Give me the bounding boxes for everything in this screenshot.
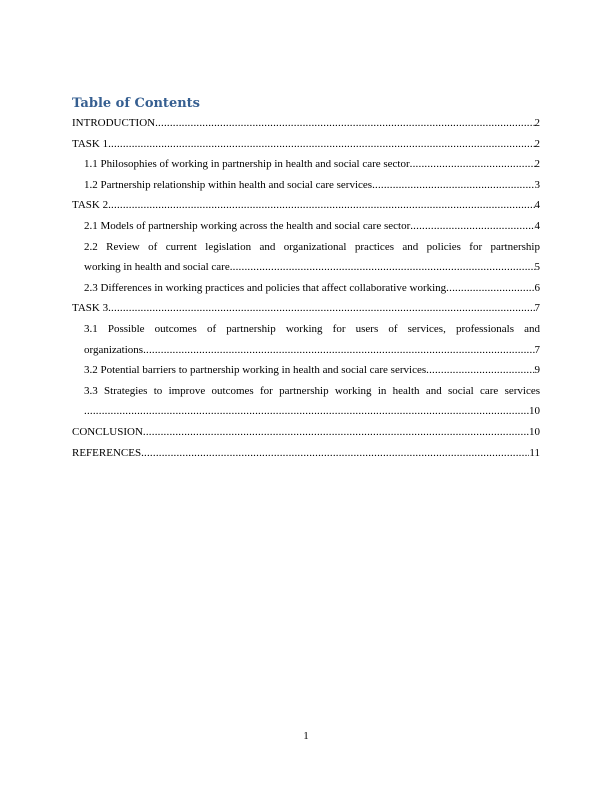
toc-leader-dots: [143, 340, 534, 361]
toc-leader-dots: [108, 195, 534, 216]
table-of-contents: [72, 113, 540, 463]
toc-entry-title-line2: working in health and social care: [84, 261, 230, 274]
toc-entry-3-1[interactable]: [84, 319, 540, 360]
toc-leader-dots: [108, 134, 534, 155]
toc-entry-2-1[interactable]: [84, 216, 540, 237]
toc-entry-title: TASK 1: [72, 137, 109, 150]
toc-entry-page: 5: [534, 261, 540, 274]
toc-entry-page: 2: [534, 137, 540, 150]
toc-entry-page: 2: [534, 117, 540, 129]
toc-entry-page: 10: [529, 405, 540, 418]
toc-entry-title: 1.2 Partnership relationship within health and social care services: [84, 178, 373, 191]
toc-entry-page: 10: [529, 425, 540, 438]
toc-entry-page: 4: [534, 199, 540, 212]
toc-leader-dots: [155, 113, 534, 134]
toc-entry-page: 7: [534, 302, 540, 315]
toc-entry-title-line1: 3.3 Strategies to improve outcomes for partnership working in health and social care services: [84, 384, 540, 397]
toc-entry-title: 2.3 Differences in working practices and policies that affect collaborative working: [84, 281, 447, 294]
toc-entry-title: 2.1 Models of partnership working across the health and social care sector: [84, 219, 411, 232]
toc-leader-dots: [410, 154, 535, 175]
toc-entry-title: 3.2 Potential barriers to partnership working in health and social care services: [84, 364, 427, 377]
toc-entry-2-2[interactable]: [84, 237, 540, 278]
toc-leader-dots: [372, 175, 534, 196]
toc-leader-dots: [446, 278, 534, 299]
toc-entry-title: TASK 2: [72, 199, 109, 212]
toc-entry-title-line1: 3.1 Possible outcomes of partnership working for users of services, professionals and: [84, 322, 540, 335]
toc-entry-introduction[interactable]: [72, 113, 540, 134]
toc-entry-conclusion[interactable]: [72, 422, 540, 443]
toc-entry-title: CONCLUSION: [72, 425, 143, 438]
toc-entry-title: INTRODUCTION: [72, 117, 156, 129]
toc-leader-dots: [84, 401, 529, 422]
page-number: 1: [303, 730, 309, 742]
toc-leader-dots: [143, 422, 529, 443]
toc-entry-task-1[interactable]: [72, 134, 540, 155]
toc-entry-page: 4: [534, 219, 540, 232]
toc-entry-3-2[interactable]: [84, 360, 540, 381]
toc-entry-title-line1: 2.2 Review of current legislation and organizational practices and policies for partnership: [84, 240, 540, 253]
toc-leader-dots: [410, 216, 534, 237]
toc-entry-page: 3: [534, 178, 540, 191]
toc-entry-page: 11: [529, 446, 540, 459]
toc-entry-references[interactable]: [72, 443, 540, 464]
toc-leader-dots: [141, 443, 529, 464]
toc-entry-page: 9: [534, 364, 540, 377]
toc-leader-dots: [108, 298, 534, 319]
toc-entry-page: 6: [534, 281, 540, 294]
toc-entry-3-3[interactable]: [84, 381, 540, 422]
toc-leader-dots: [426, 360, 534, 381]
toc-heading: Table of Contents: [72, 96, 200, 111]
toc-entry-title: TASK 3: [72, 302, 109, 315]
toc-entry-title: 1.1 Philosophies of working in partnership in health and social care sector: [84, 158, 410, 171]
toc-entry-1-1[interactable]: [84, 154, 540, 175]
toc-entry-page: 2: [534, 158, 540, 171]
toc-leader-dots: [230, 257, 535, 278]
toc-entry-task-2[interactable]: [72, 195, 540, 216]
toc-entry-1-2[interactable]: [84, 175, 540, 196]
toc-entry-2-3[interactable]: [84, 278, 540, 299]
toc-entry-title: REFERENCES: [72, 446, 142, 459]
toc-entry-page: 7: [534, 343, 540, 356]
toc-entry-task-3[interactable]: [72, 298, 540, 319]
toc-entry-title-line2: organizations: [84, 343, 144, 356]
